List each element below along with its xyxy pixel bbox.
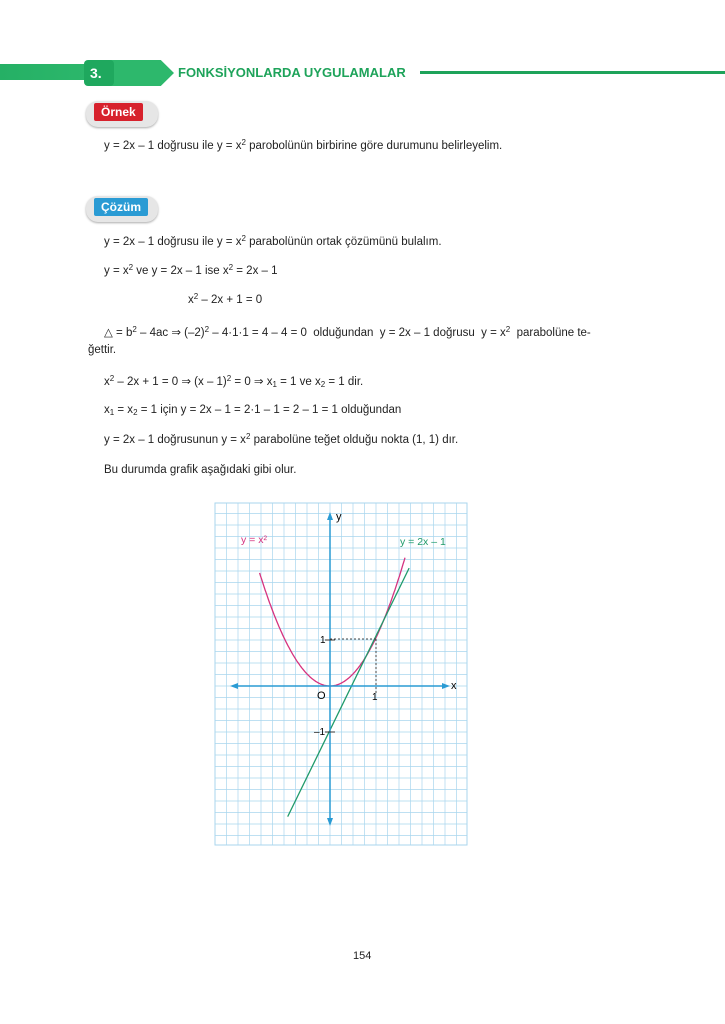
- solution-line-6: $x^2 - 2x + 1 = 0$ ⇒ (x – 1)$^2$ = 0 ⇒ $x_1 = 1$ ve $x_2 = 1$ dir.: [104, 374, 364, 389]
- section-number: 3.: [84, 60, 114, 86]
- solution-line-9: Bu durumda grafik aşağıdaki gibi olur.: [104, 464, 297, 476]
- x-axis-label: x: [451, 680, 457, 692]
- origin-label: O: [317, 690, 326, 702]
- solution-badge-label: Çözüm: [94, 198, 148, 216]
- solution-line-5: ğettir.: [88, 344, 117, 356]
- example-badge-label: Örnek: [94, 103, 143, 121]
- solution-line-2: $y = x^2$ ve y = 2x – 1 ise $x^2 = 2x - 1$: [104, 263, 278, 277]
- solution-line-1: y = 2x – 1 doğrusu ile $y = x^2$ parabolünün ortak çözümünü bulalım.: [104, 234, 442, 248]
- tick-y-minus-1: –1: [314, 727, 326, 738]
- example-text: y = 2x – 1 doğrusu ile $y = x^2$ parobolünün birbirine göre durumunu belirleyelim.: [104, 138, 503, 152]
- solution-line-4: △ = $b^2 - 4ac$ ⇒ $(-2)^2 - 4\cdot 1\cdot 1 = 4 - 4 = 0$ olduğundan y = 2x – 1 doğrusu $y = x^2$ parabolüne te-: [104, 325, 591, 339]
- section-title: FONKSİYONLARDA UYGULAMALAR: [178, 65, 406, 80]
- grid: [215, 503, 467, 845]
- line-label: y = 2x – 1: [400, 536, 446, 548]
- parabola-label: y = x²: [241, 534, 267, 546]
- solution-line-7: $x_1 = x_2 = 1$ için y = 2x – 1 = 2·1 – 1 = 2 – 1 = 1 olduğundan: [104, 404, 402, 417]
- tick-y-1: 1: [320, 635, 326, 646]
- solution-line-8: y = 2x – 1 doğrusunun $y = x^2$ parabolüne teğet olduğu nokta (1, 1) dır.: [104, 432, 459, 446]
- grid-frame: [215, 503, 467, 845]
- page-number: 154: [353, 950, 372, 962]
- solution-line-3: $x^2 - 2x + 1 = 0$: [188, 292, 263, 306]
- tick-x-1: 1: [372, 692, 378, 703]
- y-axis-label: y: [336, 511, 342, 523]
